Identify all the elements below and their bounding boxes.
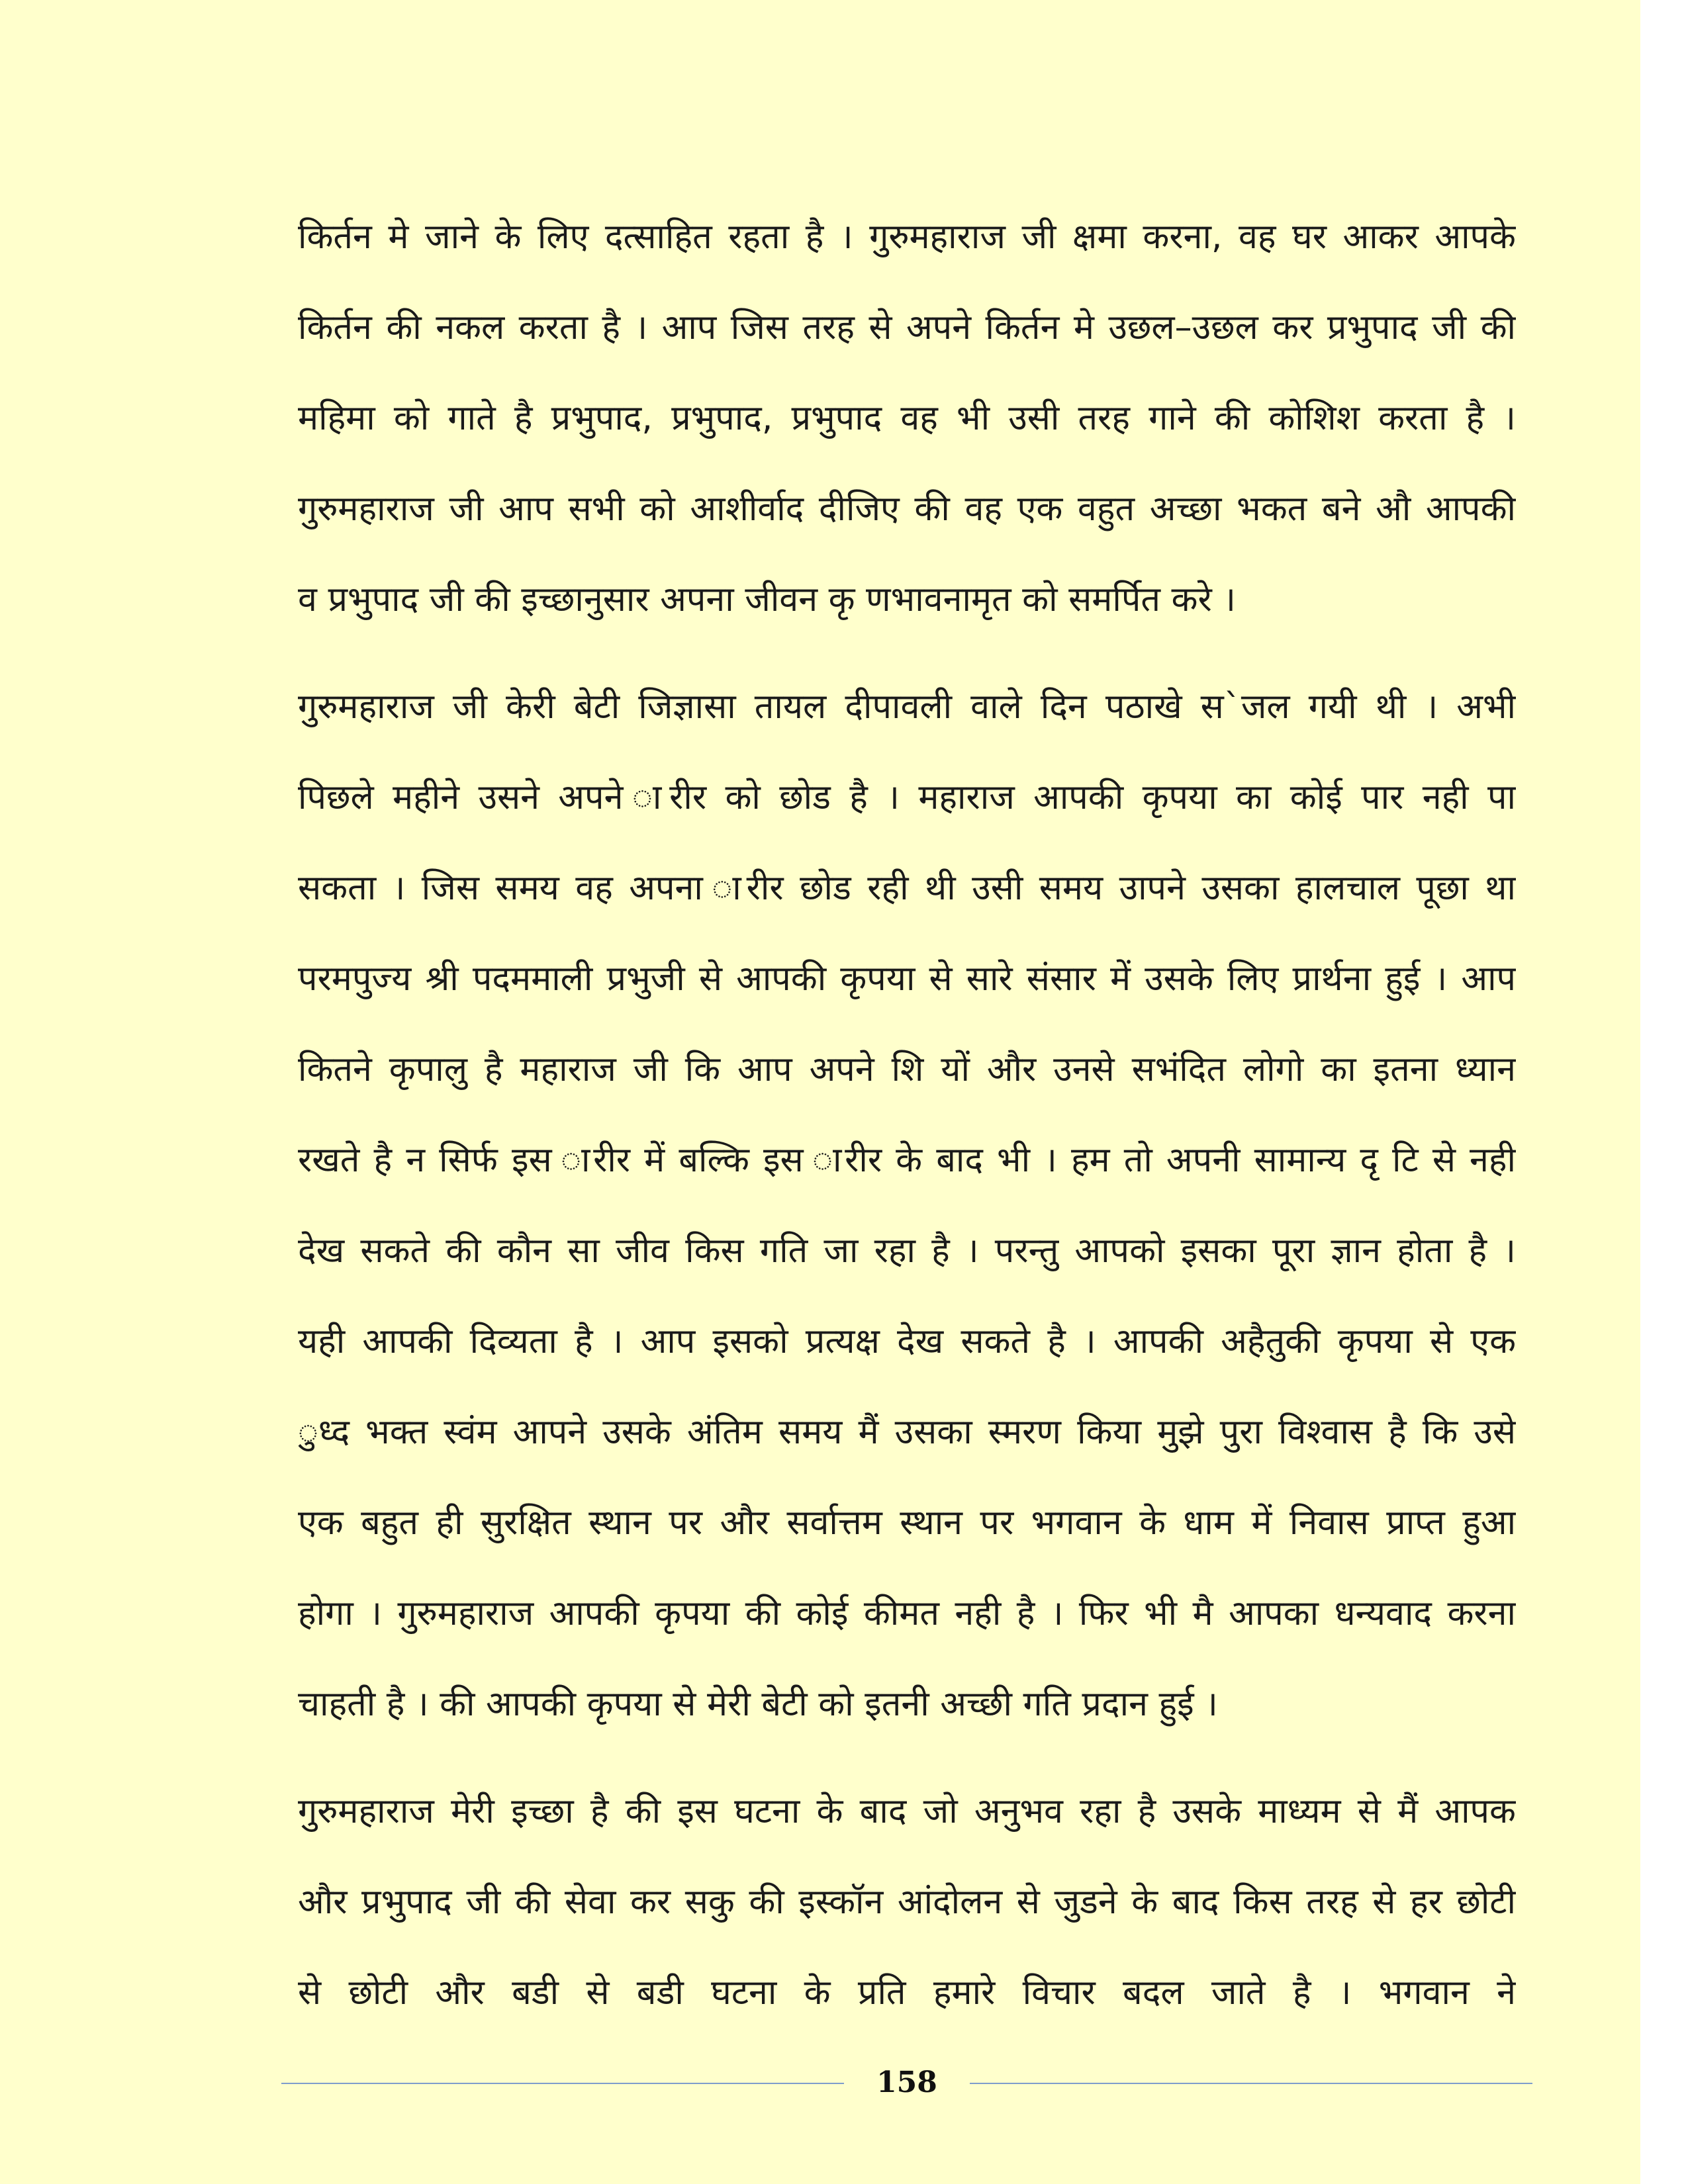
text-line: चाहती है । की आपकी कृपया से मेरी बेटी को इतनी अच्छी गति प्रदान हुई । [298, 1684, 1218, 1724]
text-line: किर्तन की नकल करता है । आप जिस तरह से अपने किर्तन मे उछल–उछल कर प्रभुपाद जी की [298, 308, 1516, 347]
text-line: परमपुज्य श्री पदममाली प्रभुजी से आपकी कृपया से सारे संसार में उसके लिए प्रार्थना हुई । आप [298, 959, 1516, 999]
text-line: देख सकते की कौन सा जीव किस गति जा रहा है । परन्तु आपको इसका पूरा ज्ञान होता है । [298, 1231, 1516, 1271]
body-text [298, 192, 1516, 2055]
page-footer [281, 2060, 1532, 2106]
text-line: गुरुमहाराज जी आप सभी को आशीर्वाद दीजिए की वह एक वहुत अच्छा भकत बने औ आपकी [298, 489, 1516, 529]
text-line: और प्रभुपाद जी की सेवा कर सकु की इस्कॉन आंदोलन से जुडने के बाद किस तरह से हर छोटी [298, 1882, 1516, 1922]
text-line: होगा । गुरुमहाराज आपकी कृपया की कोई कीमत नही है । फिर भी मै आपका धन्यवाद करना [298, 1594, 1516, 1633]
text-line: यही आपकी दिव्यता है । आप इसको प्रत्यक्ष देख सकते है । आपकी अहैतुकी कृपया से एक [298, 1322, 1516, 1361]
text-line: महिमा को गाते है प्रभुपाद, प्रभुपाद, प्रभुपाद वह भी उसी तरह गाने की कोशिश करता है । [298, 398, 1516, 438]
text-line: पिछले महीने उसने अपने ारीर को छोड है । महाराज आपकी कृपया का कोई पार नही पा [298, 778, 1516, 817]
text-line: सकता । जिस समय वह अपना ारीर छोड रही थी उसी समय उापने उसका हालचाल पूछा था [298, 868, 1516, 908]
footer-rule-left [281, 2083, 844, 2084]
paragraph-2 [298, 662, 1516, 1750]
footer-rule-right [970, 2083, 1532, 2084]
text-line: एक बहुत ही सुरक्षित स्थान पर और सर्वात्तम स्थान पर भगवान के धाम में निवास प्राप्त हुआ [298, 1503, 1516, 1543]
paragraph-1 [298, 192, 1516, 645]
text-line: रखते है न सिर्फ इस ारीर में बल्कि इस ारीर के बाद भी । हम तो अपनी सामान्य दृ टि से नही [298, 1140, 1516, 1180]
page-number: 158 [876, 2066, 937, 2099]
text-line: किर्तन मे जाने के लिए दत्साहित रहता है । गुरुमहाराज जी क्षमा करना, वह घर आकर आपके [298, 217, 1516, 257]
text-line: गुरुमहाराज जी केरी बेटी जिज्ञासा तायल दीपावली वाले दिन पठाखे स`जल गयी थी । अभी [298, 687, 1516, 727]
text-line: से छोटी और बडी से बडी घटना के प्रति हमारे विचार बदल जाते है । भगवान ने [298, 1973, 1516, 2013]
paragraph-3 [298, 1766, 1516, 2038]
text-line: गुरुमहाराज मेरी इच्छा है की इस घटना के बाद जो अनुभव रहा है उसके माध्यम से मैं आपक [298, 1792, 1516, 1831]
text-line: कितने कृपालु है महाराज जी कि आप अपने शि यों और उनसे सभंदित लोगो का इतना ध्यान [298, 1050, 1516, 1089]
text-line: व प्रभुपाद जी की इच्छानुसार अपना जीवन कृ णभावनामृत को समर्पित करे । [298, 580, 1236, 619]
text-line: ुध्द भक्त स्वंम आपने उसके अंतिम समय मैं उसका स्मरण किया मुझे पुरा विश्वास है कि उसे [298, 1412, 1516, 1452]
